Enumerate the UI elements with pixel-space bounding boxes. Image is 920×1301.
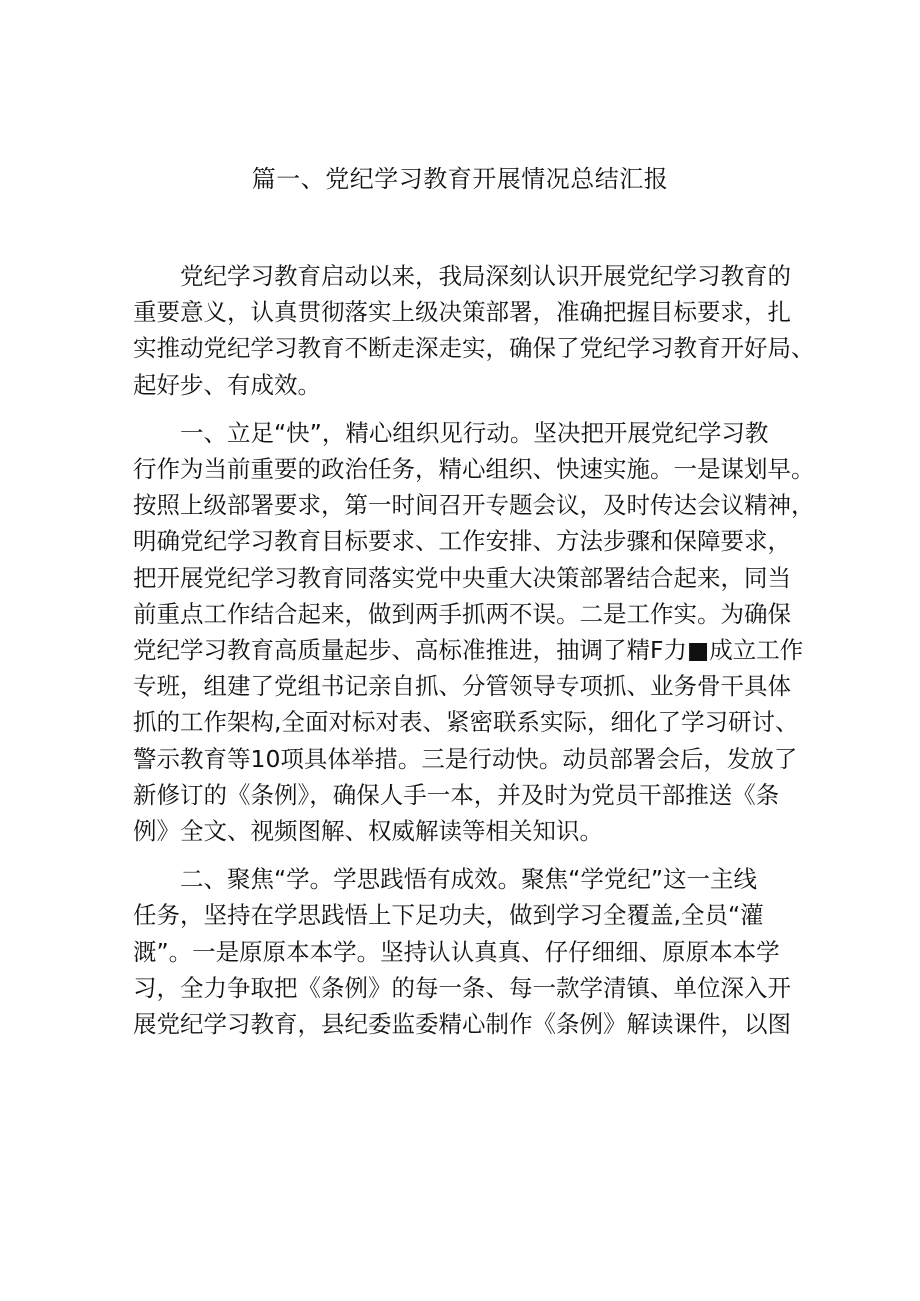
paragraph-line: 新修订的《条例》，确保人手一本，并及时为党员干部推送《条: [133, 780, 780, 809]
paragraph-line: 例》全文、视频图解、权威解读等相关知识。: [133, 817, 603, 846]
paragraph-line: 行作为当前重要的政治任务，精心组织、快速实施。一是谋划早。: [133, 455, 815, 484]
paragraph-line: 抓的工作架构,全面对标对表、紧密联系实际，细化了学习研讨、: [133, 708, 799, 737]
paragraph-line: 溉”。一是原原本本学。坚持认认真真、仔仔细细、原原本本学: [133, 937, 780, 966]
paragraph-line: 习，全力争取把《条例》的每一条、每一款学清镇、单位深入开: [133, 973, 791, 1002]
paragraph-line: 起好步、有成效。: [133, 370, 321, 399]
paragraph-line: 任务，坚持在学思践悟上下足功夫，做到学习全覆盖,全员“灌: [133, 901, 764, 930]
paragraph-line: 明确党纪学习教育目标要求、工作安排、方法步骤和保障要求，: [133, 527, 791, 556]
paragraph-section-one: [133, 415, 815, 849]
paragraph-section-two: [133, 861, 801, 1042]
paragraph-line: 把开展党纪学习教育同落实党中央重大决策部署结合起来，同当: [133, 563, 791, 592]
paragraph-line: 一、立足“快”，精心组织见行动。坚决把开展党纪学习教: [180, 418, 769, 447]
paragraph-line: 警示教育等10项具体举措。三是行动快。动员部署会后，发放了: [133, 744, 798, 773]
paragraph-line: 前重点工作结合起来，做到两手抓两不误。二是工作实。为确保: [133, 599, 791, 628]
paragraph-line: 重要意义，认真贯彻落实上级决策部署，准确把握目标要求，扎: [133, 298, 791, 327]
document-body: [133, 258, 815, 1054]
paragraph-intro: [133, 258, 815, 403]
document-title: 篇一、党纪学习教育开展情况总结汇报: [251, 165, 669, 193]
paragraph-line: 按照上级部署要求，第一时间召开专题会议，及时传达会议精神，: [133, 491, 815, 520]
paragraph-line: 实推动党纪学习教育不断走深走实，确保了党纪学习教育开好局、: [133, 334, 815, 363]
paragraph-line: 二、聚焦“学。学思践悟有成效。聚焦“学党纪”这一主线: [180, 865, 758, 894]
paragraph-line: 专班，组建了党组书记亲自抓、分管领导专项抓、业务骨干具体: [133, 672, 791, 701]
paragraph-line: 展党纪学习教育，县纪委监委精心制作《条例》解读课件，以图: [133, 1010, 791, 1039]
paragraph-line: 党纪学习教育启动以来，我局深刻认识开展党纪学习教育的: [180, 262, 791, 290]
paragraph-line: 党纪学习教育高质量起步、高标准推进，抽调了精F力■成立工作: [133, 636, 804, 665]
